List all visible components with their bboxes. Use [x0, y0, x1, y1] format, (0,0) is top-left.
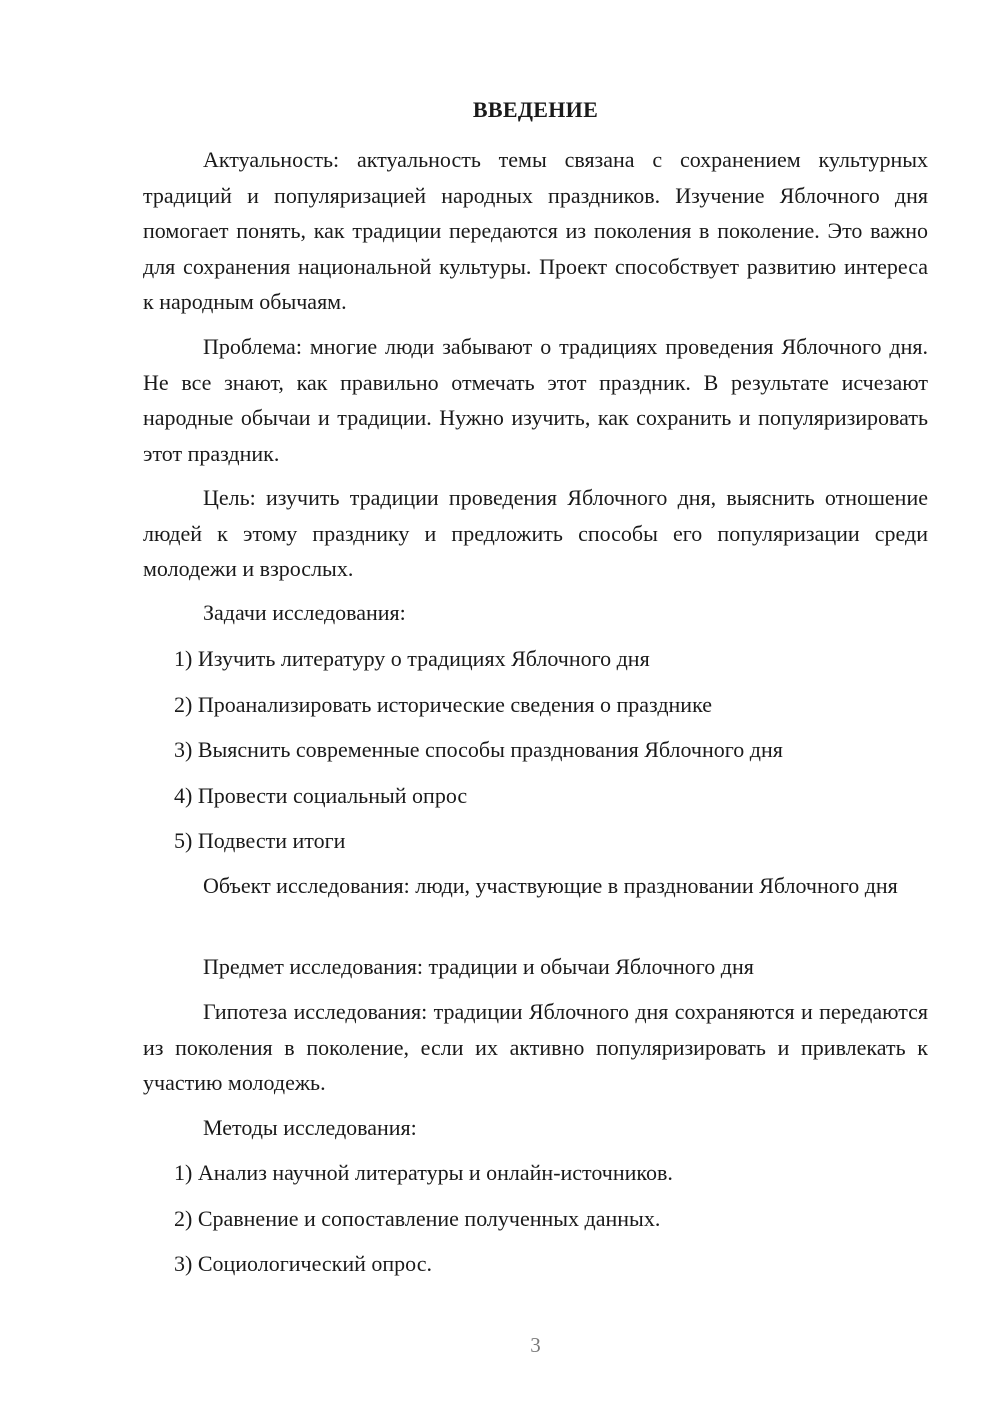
- goal-paragraph: Цель: изучить традиции проведения Яблочного дня, выяснить отношение людей к этому празднику и предложить способы его популяризации среди молодежи и взрослых.: [143, 485, 928, 581]
- task-item: 1) Изучить литературу о традициях Яблочного дня: [174, 646, 650, 671]
- method-item: 2) Сравнение и сопоставление полученных данных.: [174, 1206, 661, 1231]
- page-title: ВВЕДЕНИЕ: [472, 97, 599, 122]
- tasks-heading: Задачи исследования:: [203, 600, 406, 625]
- relevance-paragraph: Актуальность: актуальность темы связана с сохранением культурных традиций и популяризацией народных праздников. Изучение Яблочного дня помогает понять, как традиции передаются из поколения в поколение. Это важно для сохранения национальной культуры. Проект способствует развитию интереса к народным обычаям.: [143, 147, 928, 314]
- task-item: 2) Проанализировать исторические сведения о празднике: [174, 692, 712, 717]
- task-item: 4) Провести социальный опрос: [174, 783, 468, 808]
- subject-paragraph: Предмет исследования: традиции и обычаи Яблочного дня: [203, 954, 754, 979]
- method-item: 1) Анализ научной литературы и онлайн-источников.: [174, 1160, 673, 1185]
- methods-heading: Методы исследования:: [203, 1115, 417, 1140]
- object-paragraph: Объект исследования: люди, участвующие в праздновании Яблочного дня: [203, 873, 898, 898]
- method-item: 3) Социологический опрос.: [174, 1251, 432, 1276]
- hypothesis-paragraph: Гипотеза исследования: традиции Яблочного дня сохраняются и передаются из поколения в поколение, если их активно популяризировать и привлекать к участию молодежь.: [143, 999, 928, 1095]
- task-item: 5) Подвести итоги: [174, 828, 346, 853]
- problem-paragraph: Проблема: многие люди забывают о традициях проведения Яблочного дня. Не все знают, как правильно отмечать этот праздник. В результате исчезают народные обычаи и традиции. Нужно изучить, как сохранить и популяризировать этот праздник.: [143, 334, 928, 466]
- document-page: [143, 0, 928, 1414]
- page-number: 3: [530, 1333, 541, 1357]
- task-item: 3) Выяснить современные способы празднования Яблочного дня: [174, 737, 783, 762]
